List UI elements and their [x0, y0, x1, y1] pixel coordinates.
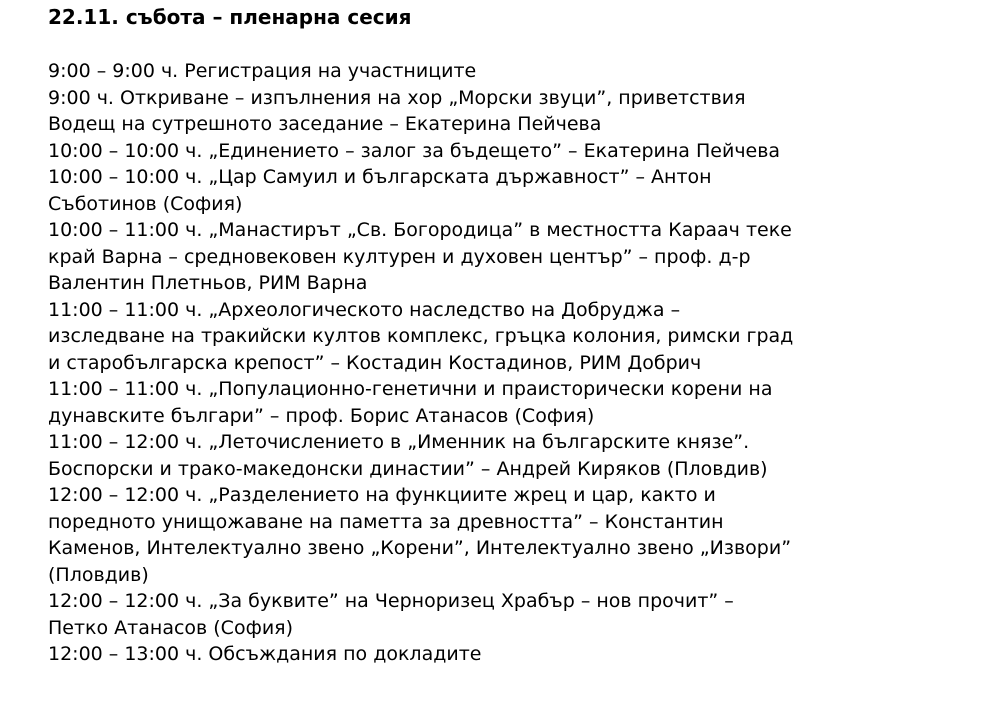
- schedule-item: [48, 111, 988, 138]
- schedule-item-line: 12:00 – 12:00 ч. „Разделението на функциите жрец и цар, както и: [48, 484, 716, 506]
- schedule-item-line: изследване на тракийски култов комплекс, гръцка колония, римски град: [48, 325, 794, 347]
- schedule-item-line: (Пловдив): [48, 563, 149, 586]
- schedule-item-line: 11:00 – 11:00 ч. „Археологическото наследство на Добруджа –: [48, 298, 681, 321]
- schedule-item: [48, 297, 988, 377]
- schedule-item-line: Валентин Плетньов, РИМ Варна: [48, 272, 368, 294]
- schedule-item-line: Каменов, Интелектуално звено „Корени”, Интелектуално звено „Извори”: [48, 537, 792, 559]
- schedule-item-line: и старобългарска крепост” – Костадин Костадинов, РИМ Добрич: [48, 351, 702, 374]
- schedule-item: [48, 164, 988, 217]
- schedule-item: [48, 217, 988, 297]
- session-heading: 22.11. събота – пленарна сесия: [48, 5, 412, 29]
- schedule-item-line: 9:00 ч. Откриване – изпълнения на хор „Морски звуци”, приветствия: [48, 86, 746, 109]
- schedule-item-line: Водещ на сутрешното заседание – Екатерина Пейчева: [48, 113, 602, 135]
- program-page: [48, 4, 988, 668]
- schedule-item-line: 11:00 – 11:00 ч. „Популационно-генетични и праисторически корени на: [48, 378, 773, 400]
- schedule-item: [48, 588, 988, 641]
- schedule-item: [48, 85, 988, 112]
- schedule-item-line: 11:00 – 12:00 ч. „Леточислението в „Именник на българските князе”.: [48, 431, 750, 453]
- schedule-item-line: 9:00 – 9:00 ч. Регистрация на участниците: [48, 60, 477, 82]
- schedule-item: [48, 376, 988, 429]
- schedule-item: [48, 138, 988, 165]
- schedule-item-line: 10:00 – 11:00 ч. „Манастирът „Св. Богородица” в местността Караач теке: [48, 219, 792, 241]
- schedule-item: [48, 429, 988, 482]
- schedule-item: [48, 641, 988, 668]
- schedule-item-line: Петко Атанасов (София): [48, 616, 294, 639]
- schedule-item-line: Съботинов (София): [48, 192, 243, 215]
- schedule-item-line: 10:00 – 10:00 ч. „Единението – залог за бъдещето” – Екатерина Пейчева: [48, 139, 781, 162]
- schedule-item-line: 12:00 – 12:00 ч. „За буквите” на Черноризец Храбър – нов прочит” –: [48, 590, 734, 612]
- schedule-item-line: 12:00 – 13:00 ч. Обсъждания по докладите: [48, 643, 482, 665]
- schedule-item-line: поредното унищожаване на паметта за древността” – Константин: [48, 510, 724, 533]
- schedule-list: [48, 58, 988, 668]
- schedule-item-line: край Варна – средновековен културен и духовен център” – проф. д-р: [48, 245, 751, 268]
- schedule-item: [48, 482, 988, 588]
- schedule-item: [48, 58, 988, 85]
- schedule-item-line: 10:00 – 10:00 ч. „Цар Самуил и българската държавност” – Антон: [48, 166, 712, 188]
- schedule-item-line: Боспорски и трако-македонски династии” – Андрей Киряков (Пловдив): [48, 457, 768, 480]
- schedule-item-line: дунавските българи” – проф. Борис Атанасов (София): [48, 404, 595, 427]
